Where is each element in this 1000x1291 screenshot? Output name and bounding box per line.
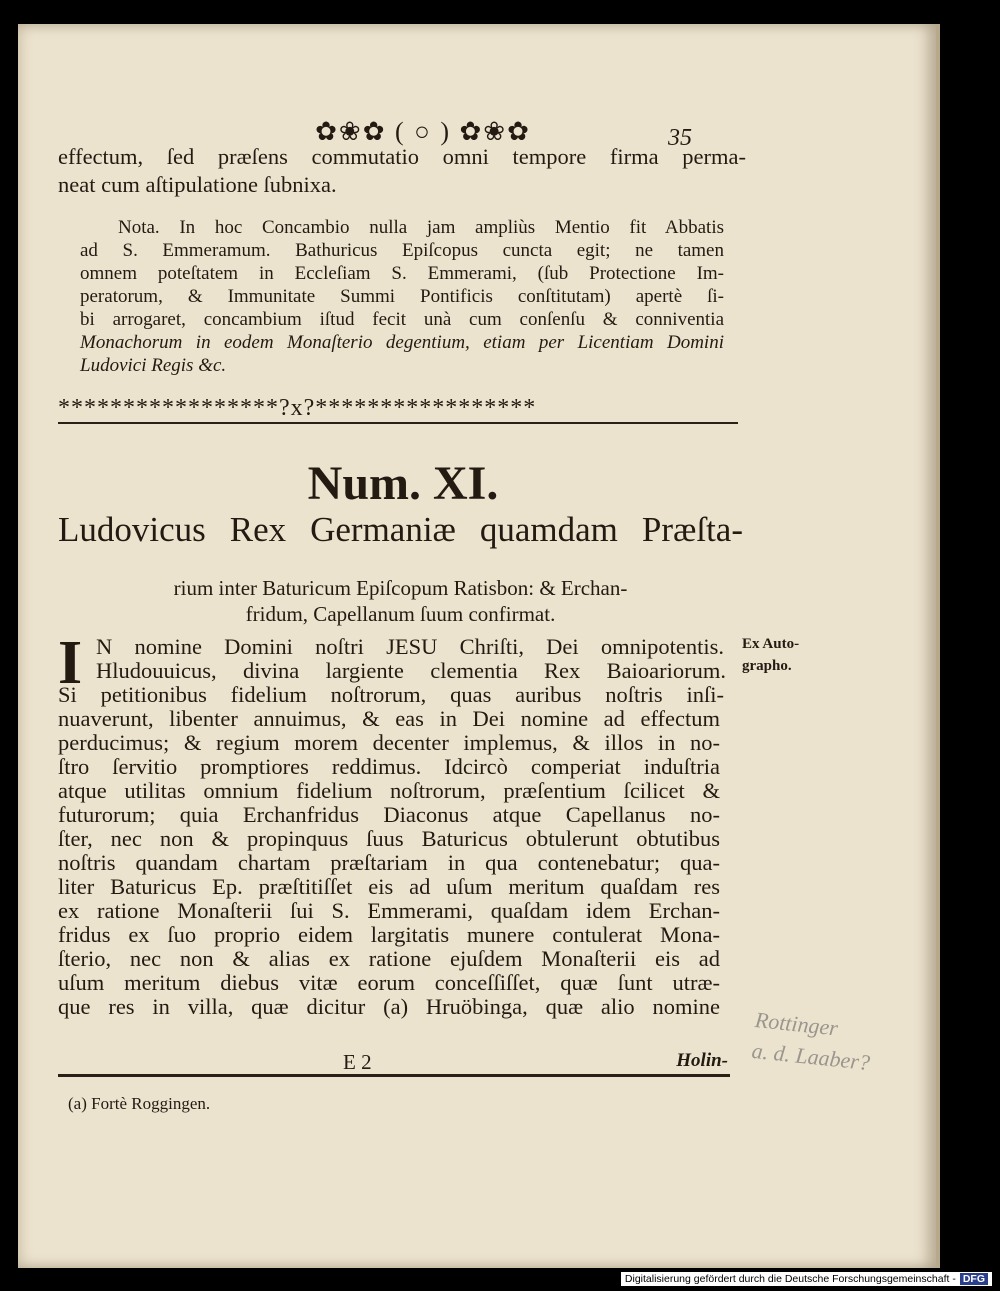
footnote-rule [58,1074,730,1077]
body-line: uſum meritum diebus vitæ eorum conceſſiſſet, quæ ſunt utræ- [58,970,720,995]
nota-line: peratorum, & Immunitate Summi Pontificis conſtitutam) apertè ſi- [80,286,724,307]
footer-text: Digitalisierung gefördert durch die Deutsche Forschungsgemeinschaft - [624,1273,956,1285]
catchword: Holin- [676,1050,728,1071]
subheading-line: rium inter Baturicum Epiſcopum Ratisbon: & Erchan- [173,576,628,600]
subheading-line: Ludovicus Rex Germaniæ quamdam Præſta- [58,510,743,549]
body-line: ſter, nec non & propinquus ſuus Baturicus obtulerunt obtutibus [58,826,720,851]
page-number: 35 [668,125,692,151]
page-edge [936,24,940,1268]
nota-line: Monachorum in eodem Monaſterio degentium, etiam per Licentiam Domini [80,332,724,353]
top-text-line: effectum, ſed præſens commutatio omni tempore firma perma- [58,144,746,169]
body-line: liter Baturicus Ep. præſtitiſſet eis ad uſum meritum quaſdam res [58,874,720,899]
nota-line: omnem poteſtatem in Eccleſiam S. Emmerami, (ſub Protectione Im- [80,263,724,284]
body-line: Hludouuicus, divina largiente clementia Rex Baioariorum. [96,658,726,683]
body-line: ſtro ſervitio promptiores reddimus. Idcircò comperiat induſtria [58,754,720,779]
body-line: que res in villa, quæ dicitur (a) Hruöbinga, quæ alio nomine [58,994,720,1019]
body-line: noſtris quandam chartam præſtariam in qua contenebatur; qua- [58,850,720,875]
body-line: futurorum; quia Erchanfridus Diaconus atque Capellanus no- [58,802,720,827]
body-line: ex ratione Monaſterii ſui S. Emmerami, quaſdam idem Erchan- [58,898,720,923]
nota-line: bi arrogaret, concambium iſtud fecit unà cum conſenſu & conniventia [80,309,724,330]
pencil-note-line: Rottinger [753,1007,840,1041]
body-line: perducimus; & regium morem decenter implemus, & illos in no- [58,730,720,755]
body-line: N nomine Domini noſtri JESU Chriſti, Dei omnipotentis. [96,634,724,659]
pencil-annotation [750,1005,930,1085]
margin-note-line: grapho. [742,658,792,674]
body-line: ſterio, nec non & alias ex ratione ejuſdem Monaſterii eis ad [58,946,720,971]
margin-note-line: Ex Auto- [742,636,800,652]
nota-line: ad S. Emmeramum. Bathuricus Epiſcopus cuncta egit; ne tamen [80,240,724,261]
separator-rule [58,422,738,424]
nota-line: Nota. In hoc Concambio nulla jam ampliùs Mentio fit Abbatis [118,217,724,238]
body-line: atque utilitas omnium fidelium noſtrorum, præſentium ſcilicet & [58,778,720,803]
digitization-footer [621,1272,992,1286]
footnote [68,1094,210,1114]
body-line: nuaverunt, libenter annuimus, & eas in Dei nomine ad effectum [58,706,720,731]
drop-cap: I [58,629,83,697]
nota-line: Ludovici Regis &c. [80,355,227,376]
subheading-line: fridum, Capellanum ſuum confirmat. [245,602,556,626]
header-ornament: ✿❀✿ ( ○ ) ✿❀✿ [315,117,531,146]
footnote-text: (a) Fortè Roggingen. [68,1094,211,1113]
signature-mark: E 2 [343,1050,372,1074]
separator-stars: *****************?x?***************** [58,395,537,421]
section-heading: Num. XI. [307,457,499,510]
body-line: Si petitionibus fidelium noſtrorum, quas auribus noſtris inſi- [58,682,724,707]
document-page [18,24,936,1268]
pencil-note-line: a. d. Laaber? [750,1037,872,1075]
body-line: fridus ex ſuo proprio eidem largitatis munere contulerat Mona- [58,922,720,947]
dfg-logo: DFG [960,1273,988,1285]
top-text-line: neat cum aſtipulatione ſubnixa. [58,172,337,197]
